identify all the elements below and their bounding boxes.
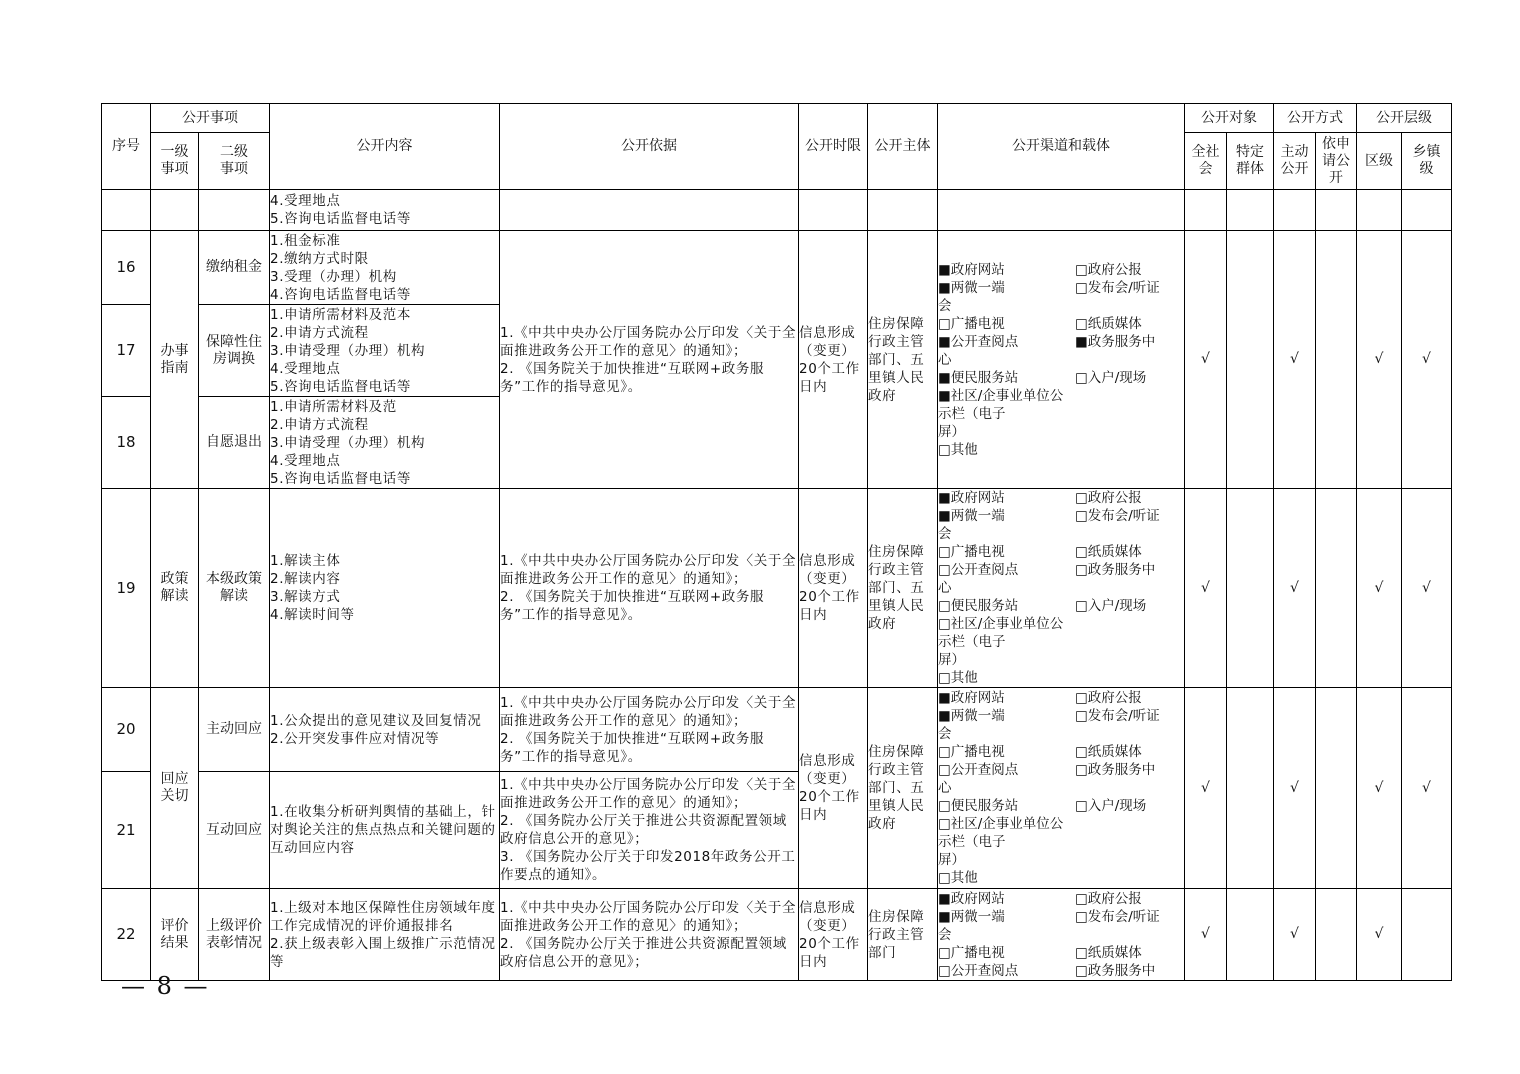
subject-cell: 住房保障行政主管部门、五里镇人民政府 [868, 688, 938, 889]
text-line: 解读 [160, 588, 189, 604]
time-limit-cell: 信息形成（变更）20个工作日内 [799, 489, 868, 688]
check-mark: √ [1357, 688, 1402, 889]
channel-option: □纸质媒体 [1075, 944, 1142, 961]
channel-option: ■政府网站 [938, 261, 1005, 278]
level2-cell: 缴纳租金 [199, 231, 270, 305]
header-content: 公开内容 [270, 104, 500, 190]
content-cell [270, 397, 500, 489]
channel-row [938, 743, 1184, 761]
level1-cell [151, 190, 199, 231]
channel-option: □政府公报 [1075, 890, 1142, 907]
channel-option: □入户/现场 [1075, 798, 1147, 814]
seq-cell: 19 [102, 489, 151, 688]
channel-option: □入户/现场 [1075, 369, 1147, 386]
content-cell [270, 688, 500, 772]
text-line: 表彰情况 [206, 934, 262, 951]
subject-cell: 住房保障行政主管部门 [868, 889, 938, 981]
text-line: 事项 [160, 161, 189, 177]
channel-option: □政务服务中 [1075, 762, 1156, 778]
channels-cell [938, 688, 1185, 889]
time-limit-cell: 信息形成（变更）20个工作日内 [799, 889, 868, 981]
subject-cell: 住房保障行政主管部门、五里镇人民政府 [868, 489, 938, 688]
content-cell [270, 190, 500, 231]
text-line: 2. 《国务院办公厅关于推进公共资源配置领域政府信息公开的意见》； [500, 935, 787, 970]
channel-option: ■公开查阅点 [938, 333, 1019, 350]
level2-cell [199, 489, 270, 688]
disclosure-table [101, 103, 1452, 981]
text-line: 公开 [1280, 161, 1309, 177]
seq-cell: 20 [102, 688, 151, 772]
header-matter: 公开事项 [151, 104, 270, 133]
text-line: 3.受理（办理）机构 [270, 268, 397, 285]
seq-cell: 22 [102, 889, 151, 981]
channels-cell [938, 231, 1185, 489]
channel-row [938, 669, 1184, 687]
channel-row [938, 279, 1184, 297]
text-line: 关切 [160, 788, 189, 804]
text-line: 上级评价 [206, 917, 262, 934]
basis-cell [500, 489, 799, 688]
channel-row [938, 908, 1184, 926]
subject-cell: 住房保障行政主管部门、五里镇人民政府 [868, 231, 938, 489]
level1-cell [151, 688, 199, 889]
text-line: 3.解读方式 [270, 589, 341, 605]
header-time-limit: 公开时限 [799, 104, 868, 190]
channel-option: 心 [938, 780, 952, 796]
channel-row [938, 890, 1184, 908]
text-line: 3.申请受理（办理）机构 [270, 342, 426, 359]
channel-option: ■便民服务站 [938, 369, 1019, 386]
channel-row [938, 579, 1184, 597]
channel-row [938, 761, 1184, 779]
text-line: 2.获上级表彰入围上级推广示范情况等 [270, 935, 496, 970]
header-whole-society [1185, 133, 1227, 190]
channel-option: ■两微一端 [938, 708, 1005, 724]
content-cell: 1.在收集分析研判舆情的基础上，针对舆论关注的焦点热点和关键问题的互动回应内容 [270, 772, 500, 889]
channel-row [938, 333, 1184, 351]
text-line: 1.《中共中央办公厅国务院办公厅印发〈关于全面推进政务公开工作的意见〉的通知》； [500, 694, 797, 729]
channel-option: ■政务服务中 [1075, 333, 1156, 350]
channel-option: □其他 [938, 870, 978, 886]
channel-option: 屏） [938, 423, 965, 440]
channel-row [938, 387, 1184, 423]
text-line: 请公 [1322, 152, 1350, 169]
check-mark: √ [1274, 688, 1316, 889]
level2-cell [199, 190, 270, 231]
table-row [102, 889, 1452, 981]
channel-row [938, 962, 1184, 980]
channel-row [938, 797, 1184, 815]
text-line: 4.咨询电话监督电话等 [270, 286, 411, 303]
text-line: 2.申请方式流程 [270, 324, 369, 341]
header-proactive [1274, 133, 1316, 190]
check-mark: √ [1274, 489, 1316, 688]
channel-option: ■社区/企事业单位公示栏（电子 [938, 387, 1064, 422]
channel-option: □公开查阅点 [938, 762, 1019, 778]
channel-row [938, 561, 1184, 579]
level1-cell [151, 231, 199, 489]
text-line: 1.解读主体 [270, 553, 341, 569]
check-mark: √ [1402, 489, 1452, 688]
channel-option: ■两微一端 [938, 279, 1005, 296]
text-line: 1.《中共中央办公厅国务院办公厅印发〈关于全面推进政务公开工作的意见〉的通知》； [500, 553, 797, 587]
text-line: 办事 [160, 342, 189, 359]
channel-option: □发布会/听证 [1075, 508, 1160, 524]
text-line: 本级政策 [206, 571, 262, 587]
header-township [1402, 133, 1452, 190]
text-line: 全社 [1191, 144, 1220, 160]
channels-cell [938, 489, 1185, 688]
channel-row [938, 297, 1184, 315]
channel-option: □纸质媒体 [1075, 744, 1142, 760]
text-line: 4.受理地点 [270, 193, 341, 209]
channel-row [938, 615, 1184, 651]
channel-option: 心 [938, 351, 952, 368]
table-row [102, 231, 1452, 305]
channels-cell [938, 889, 1185, 981]
text-line: 乡镇 [1412, 144, 1441, 160]
channel-option: □便民服务站 [938, 598, 1019, 614]
text-line: 1.租金标准 [270, 232, 341, 249]
channel-option: □公开查阅点 [938, 962, 1019, 979]
header-on-request [1316, 133, 1357, 190]
header-district: 区级 [1357, 133, 1402, 190]
seq-cell: 16 [102, 231, 151, 305]
channel-option: 心 [938, 580, 952, 596]
text-line: 4.受理地点 [270, 360, 341, 377]
text-line: 2. 《国务院关于加快推进“互联网+政务服务”工作的指导意见》。 [500, 360, 765, 395]
text-line: 5.咨询电话监督电话等 [270, 378, 411, 395]
channel-row [938, 441, 1184, 459]
time-limit-cell: 信息形成（变更）20个工作日内 [799, 231, 868, 489]
channel-option: ■两微一端 [938, 908, 1005, 925]
channel-option: 屏） [938, 652, 965, 668]
text-line: 级 [1419, 161, 1434, 177]
channel-row [938, 597, 1184, 615]
text-line: 事项 [220, 161, 248, 177]
check-mark: √ [1357, 231, 1402, 489]
channel-row [938, 351, 1184, 369]
channel-row [938, 851, 1184, 869]
channel-row [938, 651, 1184, 669]
channel-row [938, 689, 1184, 707]
text-line: 5.咨询电话监督电话等 [270, 470, 411, 487]
text-line: 指南 [160, 359, 189, 376]
text-line: 一级 [160, 144, 189, 160]
page-number: — 8 — [121, 972, 210, 1000]
text-line: 1.上级对本地区保障性住房领域年度工作完成情况的评价通报排名 [270, 899, 496, 934]
channels-cell [938, 190, 1185, 231]
seq-cell: 18 [102, 397, 151, 489]
text-line: 5.咨询电话监督电话等 [270, 211, 411, 227]
channel-row [938, 315, 1184, 333]
text-line: 特定 [1236, 144, 1264, 160]
content-cell [270, 489, 500, 688]
channel-option: 会 [938, 726, 952, 742]
text-line: 2.缴纳方式时限 [270, 250, 369, 267]
check-mark: √ [1402, 688, 1452, 889]
header-basis: 公开依据 [500, 104, 799, 190]
text-line: 2. 《国务院关于加快推进“互联网+政务服务”工作的指导意见》。 [500, 730, 765, 765]
channel-row [938, 869, 1184, 887]
channel-option: □发布会/听证 [1075, 908, 1160, 925]
text-line: 1.申请所需材料及范 [270, 398, 397, 415]
channel-option: □纸质媒体 [1075, 315, 1142, 332]
text-line: 3.申请受理（办理）机构 [270, 434, 426, 451]
channel-row [938, 779, 1184, 797]
channel-option: □其他 [938, 670, 978, 686]
channel-option: □发布会/听证 [1075, 708, 1160, 724]
text-line: 2.申请方式流程 [270, 416, 369, 433]
channel-row [938, 926, 1184, 944]
channel-option: □其他 [938, 441, 978, 458]
content-cell [270, 305, 500, 397]
text-line: 主动 [1280, 144, 1309, 160]
text-line: 1.《中共中央办公厅国务院办公厅印发〈关于全面推进政务公开工作的意见〉的通知》； [500, 899, 797, 934]
check-mark: √ [1357, 489, 1402, 688]
text-line: 1.申请所需材料及范本 [270, 306, 411, 323]
header-channels: 公开渠道和载体 [938, 104, 1185, 190]
header-target: 公开对象 [1185, 104, 1274, 133]
header-level: 公开层级 [1357, 104, 1452, 133]
content-cell [270, 231, 500, 305]
text-line: 3. 《国务院办公厅关于印发2018年政务公开工作要点的通知》。 [500, 849, 796, 883]
text-line: 2. 《国务院办公厅关于推进公共资源配置领域政府信息公开的意见》； [500, 813, 787, 847]
channel-option: □政府公报 [1075, 490, 1142, 506]
text-line: 政策 [160, 571, 189, 587]
channel-row [938, 489, 1184, 507]
basis-cell [500, 688, 799, 772]
basis-cell [500, 772, 799, 889]
text-line: 保障性住 [206, 333, 262, 350]
subject-cell [868, 190, 938, 231]
channel-option: □政府公报 [1075, 261, 1142, 278]
level2-cell: 自愿退出 [199, 397, 270, 489]
check-mark: √ [1357, 889, 1402, 981]
channel-option: ■两微一端 [938, 508, 1005, 524]
channel-option: □入户/现场 [1075, 598, 1147, 614]
header-level2 [199, 133, 270, 190]
text-line: 1.公众提出的意见建议及回复情况 [270, 712, 482, 729]
text-line: 会 [1198, 161, 1213, 177]
channel-option: □广播电视 [938, 315, 1005, 332]
check-mark: √ [1185, 231, 1227, 489]
header-subject: 公开主体 [868, 104, 938, 190]
level2-cell: 主动回应 [199, 688, 270, 772]
text-line: 2. 《国务院关于加快推进“互联网+政务服务”工作的指导意见》。 [500, 589, 765, 623]
text-line: 4.受理地点 [270, 452, 341, 469]
seq-cell: 21 [102, 772, 151, 889]
channel-row [938, 543, 1184, 561]
channel-option: □发布会/听证 [1075, 279, 1160, 296]
header-seq: 序号 [102, 104, 151, 190]
channel-option: 会 [938, 297, 952, 314]
level1-cell [151, 489, 199, 688]
level1-cell [151, 889, 199, 981]
time-limit-cell [799, 190, 868, 231]
check-mark: √ [1185, 889, 1227, 981]
text-line: 回应 [160, 771, 189, 787]
table-row [102, 688, 1452, 772]
channel-option: □政府公报 [1075, 690, 1142, 706]
text-line: 解读 [220, 588, 248, 604]
channel-option: 会 [938, 926, 952, 943]
level2-cell [199, 305, 270, 397]
channel-option: ■政府网站 [938, 490, 1005, 506]
check-mark: √ [1185, 688, 1227, 889]
text-line: 1.《中共中央办公厅国务院办公厅印发〈关于全面推进政务公开工作的意见〉的通知》； [500, 777, 797, 811]
channel-row [938, 369, 1184, 387]
basis-cell [500, 231, 799, 489]
channel-row [938, 815, 1184, 851]
check-mark: √ [1402, 231, 1452, 489]
text-line: 评价 [160, 917, 189, 934]
header-specific-group [1227, 133, 1274, 190]
text-line: 群体 [1236, 161, 1264, 177]
channel-option: □社区/企事业单位公示栏（电子 [938, 816, 1064, 850]
table-row [102, 190, 1452, 231]
channel-option: ■政府网站 [938, 890, 1005, 907]
table-row [102, 489, 1452, 688]
channel-row [938, 707, 1184, 725]
text-line: 依申 [1322, 135, 1350, 152]
channel-row [938, 423, 1184, 441]
content-cell [270, 889, 500, 981]
text-line: 二级 [220, 144, 248, 160]
channel-row [938, 261, 1184, 279]
time-limit-cell: 信息形成（变更）20个工作日内 [799, 688, 868, 889]
channel-option: □政务服务中 [1075, 962, 1156, 979]
text-line: 开 [1329, 169, 1343, 186]
channel-option: □公开查阅点 [938, 562, 1019, 578]
text-line: 2.解读内容 [270, 571, 341, 587]
channel-option: 屏） [938, 852, 965, 868]
channel-option: □便民服务站 [938, 798, 1019, 814]
channel-row [938, 507, 1184, 525]
seq-cell [102, 190, 151, 231]
check-mark: √ [1274, 231, 1316, 489]
text-line: 4.解读时间等 [270, 607, 355, 623]
text-line: 1.《中共中央办公厅国务院办公厅印发〈关于全面推进政务公开工作的意见〉的通知》； [500, 324, 797, 359]
channel-option: □社区/企事业单位公示栏（电子 [938, 616, 1064, 650]
basis-cell [500, 190, 799, 231]
header-level1 [151, 133, 199, 190]
channel-option: □广播电视 [938, 544, 1005, 560]
text-line: 结果 [160, 934, 189, 951]
basis-cell [500, 889, 799, 981]
check-mark: √ [1185, 489, 1227, 688]
seq-cell: 17 [102, 305, 151, 397]
channel-option: ■政府网站 [938, 690, 1005, 706]
channel-option: □政务服务中 [1075, 562, 1156, 578]
header-mode: 公开方式 [1274, 104, 1357, 133]
channel-option: □纸质媒体 [1075, 544, 1142, 560]
level2-cell: 互动回应 [199, 772, 270, 889]
check-mark: √ [1274, 889, 1316, 981]
channel-option: 会 [938, 526, 952, 542]
level2-cell [199, 889, 270, 981]
channel-option: □广播电视 [938, 744, 1005, 760]
text-line: 房调换 [213, 350, 255, 367]
text-line: 2.公开突发事件应对情况等 [270, 730, 440, 747]
channel-row [938, 944, 1184, 962]
channel-row [938, 725, 1184, 743]
channel-row [938, 525, 1184, 543]
channel-option: □广播电视 [938, 944, 1005, 961]
